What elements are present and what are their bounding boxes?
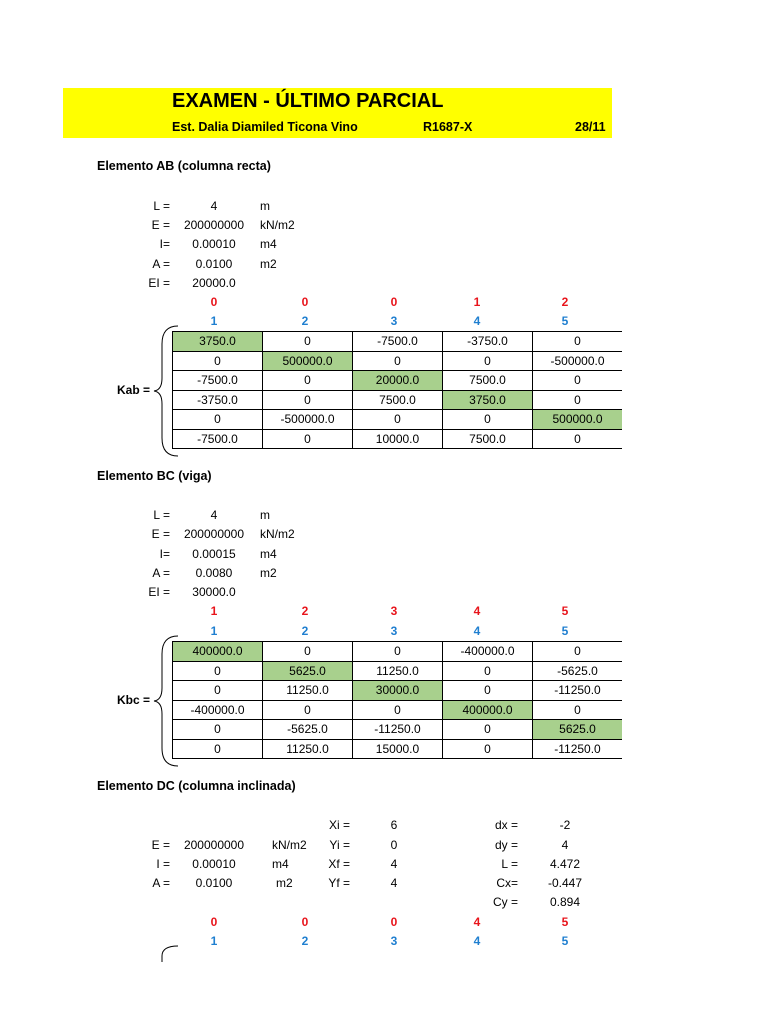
matrix-cell: 0 (533, 429, 623, 449)
dof-red: 5 (561, 604, 569, 618)
matrix-cell: -5625.0 (533, 661, 623, 681)
matrix-cell: -5625.0 (263, 720, 353, 740)
prop-label: I= (159, 237, 170, 251)
dof-blue: 5 (561, 314, 569, 328)
matrix-cell: -3750.0 (173, 390, 263, 410)
matrix-cell: 0 (173, 410, 263, 430)
matrix-cell: -11250.0 (533, 681, 623, 701)
matrix-cell: 0 (173, 661, 263, 681)
exam-date: 28/11 (575, 120, 606, 134)
geom-label: L = (501, 857, 518, 871)
matrix-label-kbc: Kbc = (117, 693, 151, 707)
prop-label: A = (152, 566, 170, 580)
dof-blue: 1 (210, 624, 218, 638)
matrix-cell: 0 (353, 642, 443, 662)
student-name: Est. Dalia Diamiled Ticona Vino (172, 120, 358, 134)
prop-value: 4 (210, 199, 218, 213)
matrix-cell: 0 (443, 720, 533, 740)
prop-unit: m2 (260, 566, 277, 580)
matrix-cell: 0 (173, 739, 263, 759)
brace-icon (150, 942, 180, 962)
matrix-cell: 0 (263, 390, 353, 410)
section-bc-heading: Elemento BC (viga) (97, 469, 212, 483)
geom-value: 4.472 (549, 857, 581, 871)
prop-unit: m2 (276, 876, 293, 890)
matrix-cell: -400000.0 (173, 700, 263, 720)
prop-value: 0.00010 (192, 237, 236, 251)
matrix-cell: 11250.0 (353, 661, 443, 681)
matrix-cell: -7500.0 (173, 429, 263, 449)
matrix-cell: 0 (533, 642, 623, 662)
dof-blue: 1 (210, 934, 218, 948)
dof-blue: 5 (561, 934, 569, 948)
prop-value: 0.0080 (195, 566, 233, 580)
geom-label: Cx= (496, 876, 518, 890)
stiffness-matrix-kab (172, 331, 622, 449)
dof-blue: 3 (390, 934, 398, 948)
prop-label: I = (156, 857, 170, 871)
prop-label: L = (153, 199, 170, 213)
matrix-cell: 10000.0 (353, 429, 443, 449)
matrix-cell: 3750.0 (173, 332, 263, 352)
dof-blue: 2 (301, 934, 309, 948)
matrix-cell: 0 (263, 700, 353, 720)
matrix-cell: 5625.0 (533, 720, 623, 740)
prop-value: 4 (210, 508, 218, 522)
matrix-cell: -500000.0 (263, 410, 353, 430)
matrix-cell: 11250.0 (263, 739, 353, 759)
prop-label: A = (152, 876, 170, 890)
geom-value: 0.894 (549, 895, 581, 909)
dof-red: 2 (301, 604, 309, 618)
dof-red: 4 (473, 604, 481, 618)
matrix-cell: 0 (173, 720, 263, 740)
coord-label: Xf = (328, 857, 350, 871)
matrix-cell: 20000.0 (353, 371, 443, 391)
matrix-cell: -400000.0 (443, 642, 533, 662)
dof-red: 0 (301, 295, 309, 309)
prop-value: 200000000 (183, 838, 245, 852)
matrix-cell: 7500.0 (353, 390, 443, 410)
prop-unit: m4 (260, 547, 277, 561)
dof-blue: 1 (210, 314, 218, 328)
prop-unit: m4 (272, 857, 289, 871)
matrix-cell: 0 (533, 390, 623, 410)
matrix-cell: -7500.0 (353, 332, 443, 352)
dof-red: 3 (390, 604, 398, 618)
prop-label: E = (151, 527, 170, 541)
matrix-cell: -7500.0 (173, 371, 263, 391)
dof-red: 4 (473, 915, 481, 929)
matrix-cell: 30000.0 (353, 681, 443, 701)
matrix-cell: 400000.0 (173, 642, 263, 662)
prop-unit: kN/m2 (260, 527, 295, 541)
dof-blue: 3 (390, 624, 398, 638)
dof-blue: 4 (473, 314, 481, 328)
prop-unit: kN/m2 (272, 838, 307, 852)
matrix-cell: 7500.0 (443, 429, 533, 449)
coord-label: Yf = (328, 876, 350, 890)
dof-red: 2 (561, 295, 569, 309)
matrix-cell: 0 (263, 429, 353, 449)
dof-red: 1 (473, 295, 481, 309)
section-dc-heading: Elemento DC (columna inclinada) (97, 779, 296, 793)
prop-unit: kN/m2 (260, 218, 295, 232)
prop-unit: m2 (260, 257, 277, 271)
coord-value: 0 (390, 838, 398, 852)
dof-red: 0 (210, 295, 218, 309)
coord-value: 4 (390, 857, 398, 871)
matrix-cell: 0 (263, 371, 353, 391)
matrix-cell: 0 (353, 351, 443, 371)
prop-label: E = (151, 838, 170, 852)
geom-label: dx = (494, 818, 518, 832)
geom-value: -2 (559, 818, 571, 832)
student-code: R1687-X (423, 120, 473, 134)
dof-red: 0 (390, 915, 398, 929)
matrix-cell: 7500.0 (443, 371, 533, 391)
prop-unit: m (260, 199, 270, 213)
matrix-cell: 0 (533, 371, 623, 391)
dof-red: 0 (301, 915, 309, 929)
matrix-cell: 0 (173, 681, 263, 701)
matrix-cell: -11250.0 (353, 720, 443, 740)
prop-label: EI = (148, 585, 170, 599)
prop-value: 200000000 (183, 218, 245, 232)
prop-value: 0.00010 (192, 857, 236, 871)
dof-blue: 4 (473, 624, 481, 638)
matrix-cell: 0 (533, 700, 623, 720)
prop-label: E = (151, 218, 170, 232)
geom-label: Cy = (492, 895, 518, 909)
dof-blue: 3 (390, 314, 398, 328)
coord-value: 4 (390, 876, 398, 890)
matrix-cell: 11250.0 (263, 681, 353, 701)
matrix-cell: 400000.0 (443, 700, 533, 720)
geom-value: 4 (561, 838, 569, 852)
dof-blue: 5 (561, 624, 569, 638)
matrix-cell: 0 (443, 410, 533, 430)
matrix-cell: 5625.0 (263, 661, 353, 681)
matrix-cell: 0 (173, 351, 263, 371)
prop-value: 20000.0 (192, 276, 236, 290)
prop-value: 30000.0 (192, 585, 236, 599)
dof-red: 0 (210, 915, 218, 929)
coord-label: Xi = (328, 818, 350, 832)
prop-unit: m4 (260, 237, 277, 251)
prop-label: L = (153, 508, 170, 522)
dof-blue: 4 (473, 934, 481, 948)
matrix-cell: 500000.0 (263, 351, 353, 371)
dof-red: 1 (210, 604, 218, 618)
matrix-label-kab: Kab = (117, 383, 151, 397)
geom-value: -0.447 (547, 876, 583, 890)
matrix-cell: 15000.0 (353, 739, 443, 759)
matrix-cell: 500000.0 (533, 410, 623, 430)
prop-value: 200000000 (183, 527, 245, 541)
dof-blue: 2 (301, 624, 309, 638)
dof-blue: 2 (301, 314, 309, 328)
dof-red: 0 (390, 295, 398, 309)
stiffness-matrix-kbc (172, 641, 622, 759)
prop-label: I= (159, 547, 170, 561)
matrix-cell: 0 (443, 661, 533, 681)
matrix-cell: 3750.0 (443, 390, 533, 410)
prop-value: 0.0100 (195, 257, 233, 271)
matrix-cell: -500000.0 (533, 351, 623, 371)
matrix-cell: -3750.0 (443, 332, 533, 352)
prop-label: A = (152, 257, 170, 271)
matrix-cell: 0 (533, 332, 623, 352)
matrix-cell: 0 (443, 351, 533, 371)
geom-label: dy = (494, 838, 518, 852)
prop-unit: m (260, 508, 270, 522)
prop-label: EI = (148, 276, 170, 290)
matrix-cell: -11250.0 (533, 739, 623, 759)
matrix-cell: 0 (353, 410, 443, 430)
prop-value: 0.00015 (192, 547, 236, 561)
matrix-cell: 0 (443, 681, 533, 701)
dof-red: 5 (561, 915, 569, 929)
matrix-cell: 0 (353, 700, 443, 720)
section-ab-heading: Elemento AB (columna recta) (97, 159, 271, 173)
matrix-cell: 0 (443, 739, 533, 759)
prop-value: 0.0100 (195, 876, 233, 890)
page-title: EXAMEN - ÚLTIMO PARCIAL (172, 90, 444, 112)
coord-value: 6 (390, 818, 398, 832)
matrix-cell: 0 (263, 332, 353, 352)
matrix-cell: 0 (263, 642, 353, 662)
coord-label: Yi = (329, 838, 350, 852)
